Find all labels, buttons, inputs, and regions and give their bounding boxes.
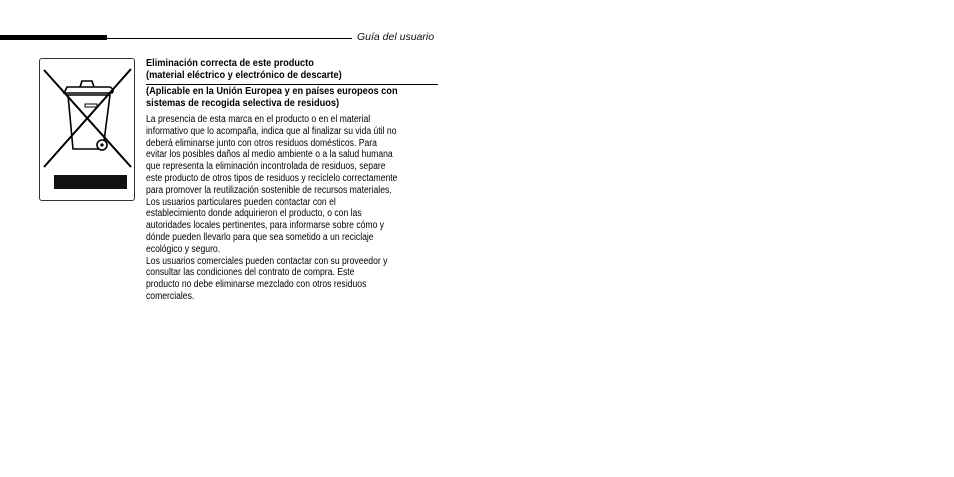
body-line: producto no debe eliminarse mezclado con otros residuos	[146, 279, 367, 291]
section-subtitle	[146, 85, 398, 109]
bin-lid	[64, 87, 113, 93]
section-subtitle-line: sistemas de recogida selectiva de residuos)	[146, 97, 340, 109]
section-subtitle-line: (Aplicable en la Unión Europea y en países europeos con	[146, 85, 398, 97]
body-line: este producto de otros tipos de residuos y recíclelo correctamente	[146, 172, 398, 184]
body-line: comerciales.	[146, 290, 195, 302]
body-line: ecológico y seguro.	[146, 243, 221, 255]
section-title-line: Eliminación correcta de este producto	[146, 57, 314, 69]
body-line: Los usuarios particulares pueden contactar con el	[146, 196, 336, 208]
bin-handle	[80, 81, 94, 87]
body-line: dónde pueden llevarlo para que sea sometido a un reciclaje	[146, 231, 374, 243]
section-title-line: (material eléctrico y electrónico de descarte)	[146, 69, 342, 81]
body-line: autoridades locales pertinentes, para informarse sobre cómo y	[146, 220, 385, 232]
body-line: La presencia de esta marca en el producto o en el material	[146, 114, 371, 125]
body-line: Los usuarios comerciales pueden contactar con su proveedor y	[146, 255, 388, 267]
body-line: deberá eliminarse junto con otros residuos domésticos. Para	[146, 137, 377, 149]
weee-symbol-box	[39, 58, 135, 201]
body-line: evitar los posibles daños al medio ambiente o a la salud humana	[146, 149, 393, 161]
section-body-text	[146, 114, 397, 303]
body-line: informativo que lo acompaña, indica que al finalizar su vida útil no	[146, 125, 397, 137]
bin-body-mark	[85, 104, 97, 107]
crossed-out-wheelie-bin-icon	[40, 59, 134, 200]
header-thick-rule	[0, 35, 107, 40]
body-line: que representa la eliminación incontrolada de residuos, separe	[146, 161, 386, 173]
body-line: consultar las condiciones del contrato de compra. Este	[146, 267, 355, 279]
body-line: para promover la reutilización sostenible de recursos materiales.	[146, 184, 392, 196]
section-title	[146, 57, 342, 81]
weee-black-bar	[54, 175, 127, 189]
bin-wheel-hub	[100, 143, 103, 146]
header-thin-rule	[107, 38, 352, 39]
running-header-title: Guía del usuario	[357, 31, 435, 43]
body-line: establecimiento donde adquirieron el producto, o con las	[146, 208, 362, 220]
